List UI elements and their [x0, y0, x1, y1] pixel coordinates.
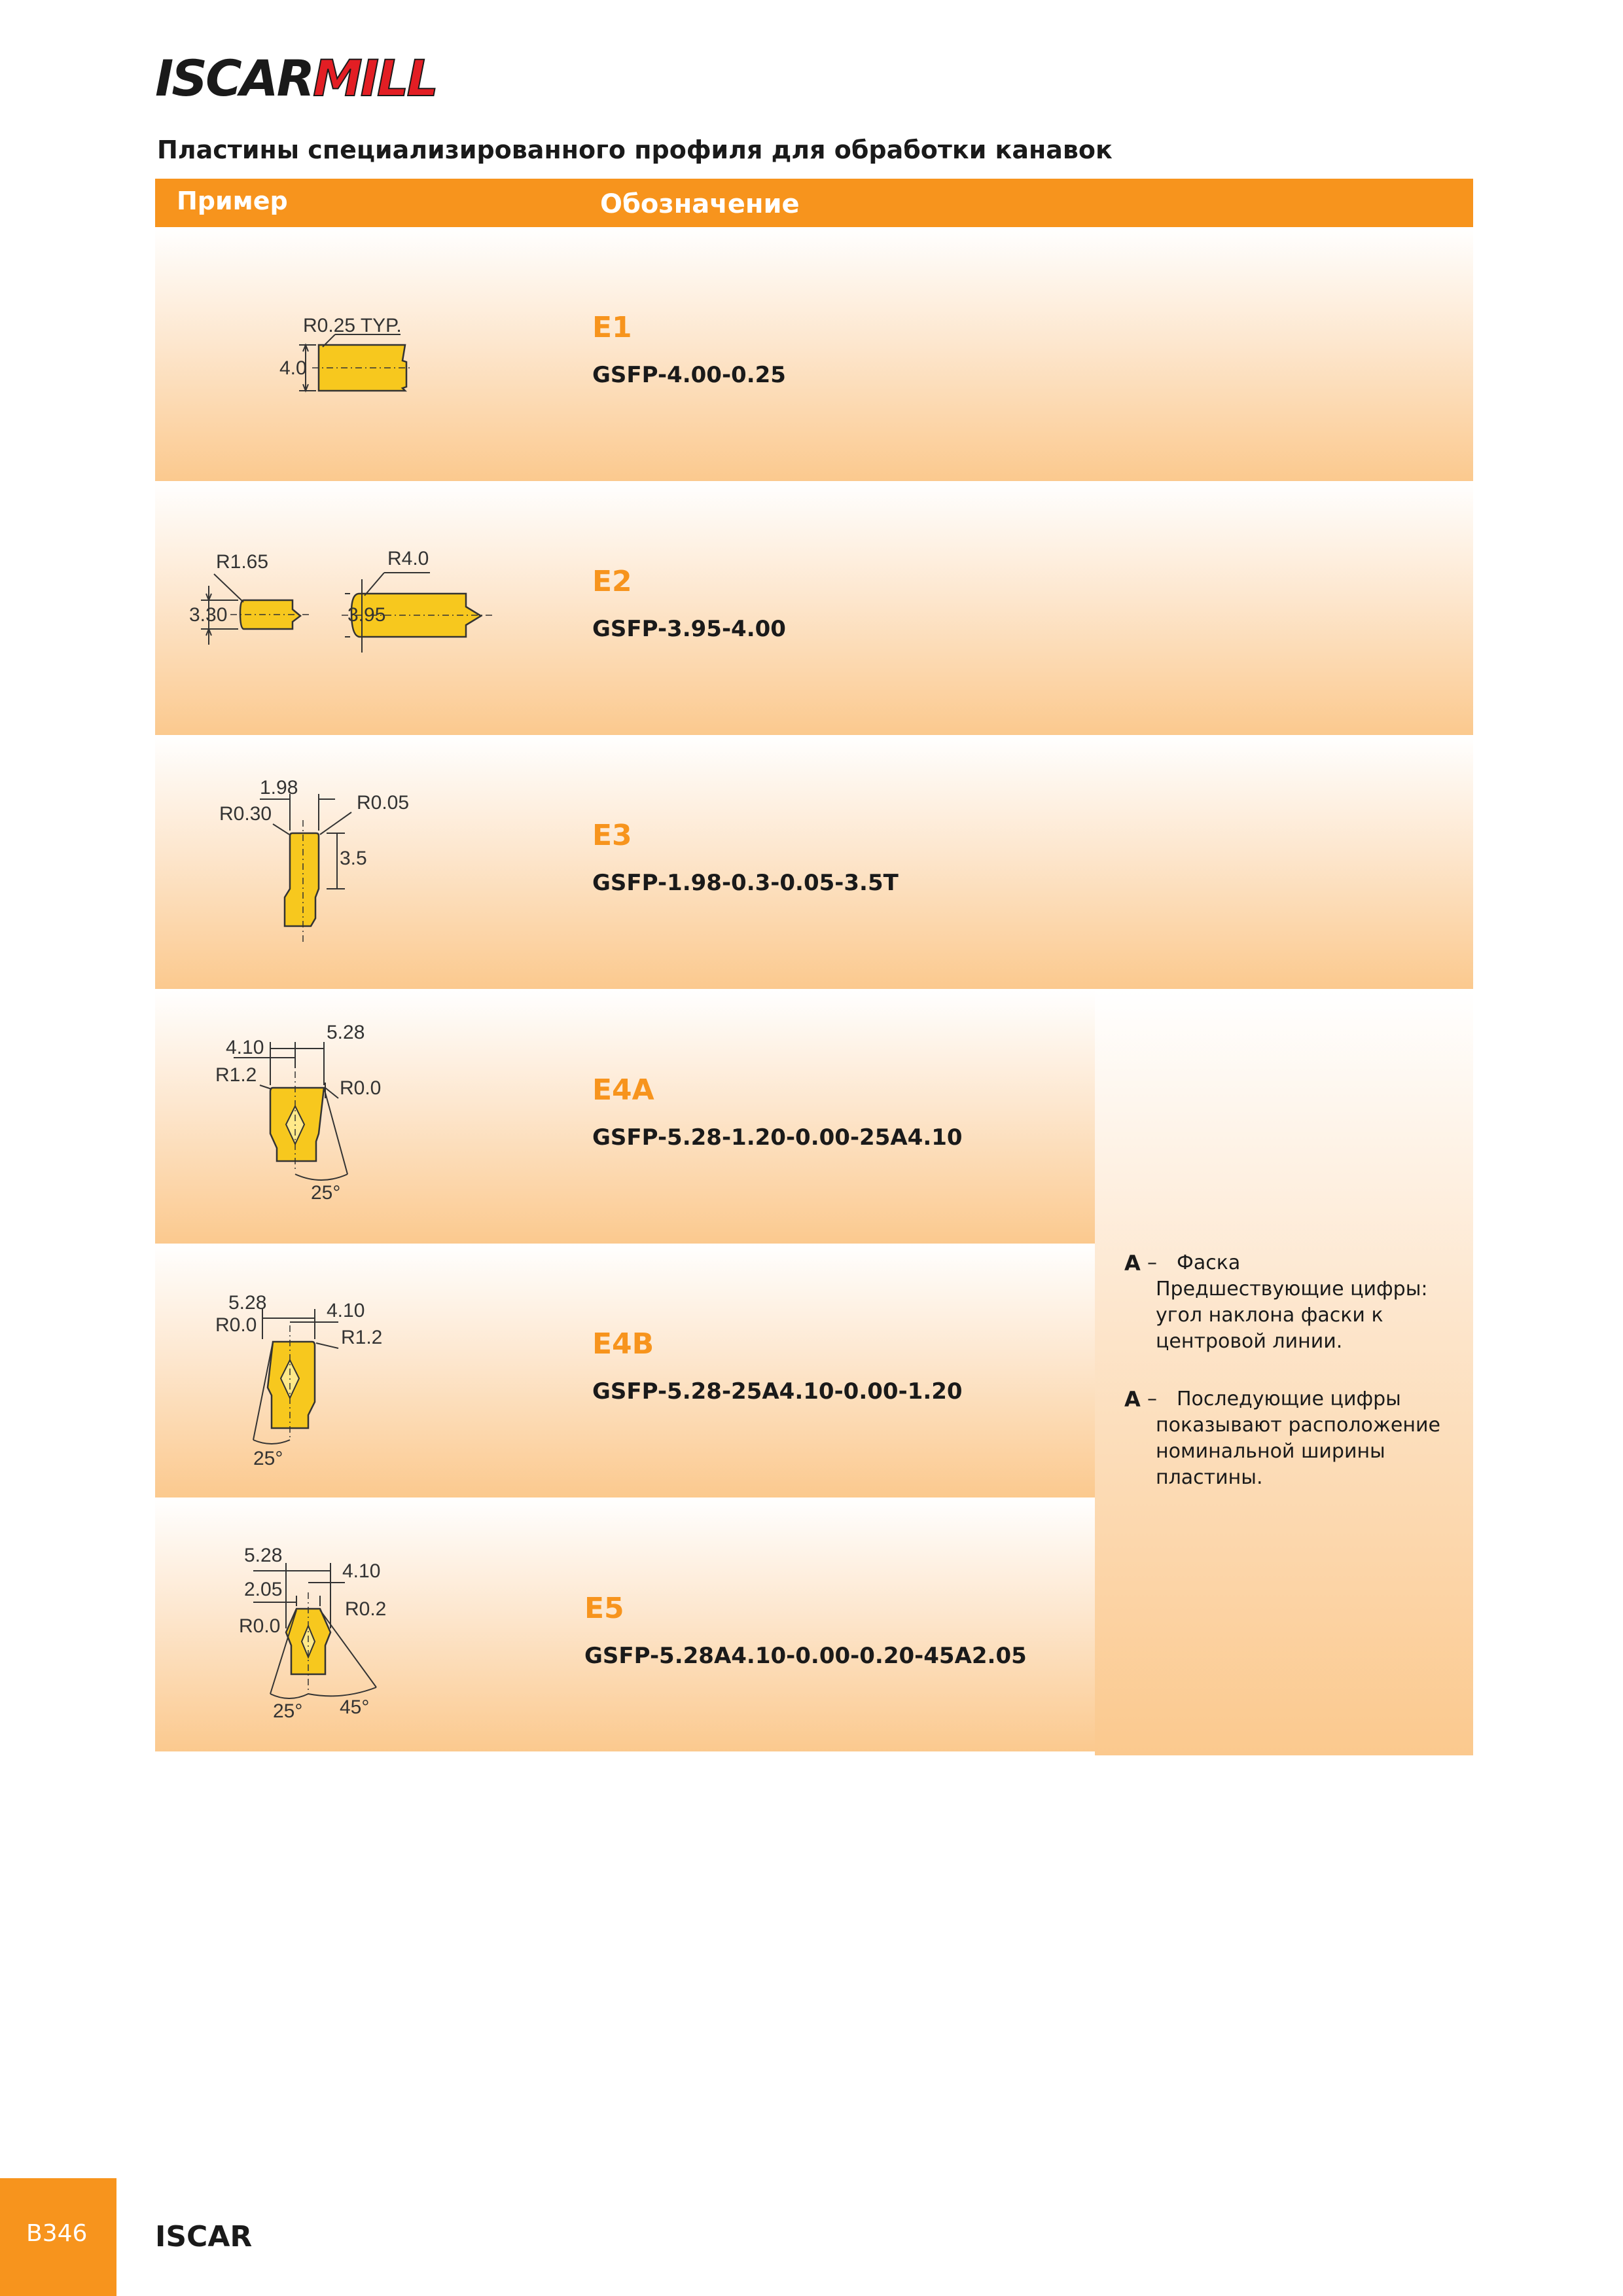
note-text — [1156, 1386, 1457, 1491]
dimension-label: 5.28 — [228, 1292, 267, 1314]
dimension-label: R0.25 TYP. — [303, 315, 402, 336]
dimension-label: 25° — [253, 1448, 283, 1469]
profile-sketch-e4b — [155, 1244, 613, 1498]
dimension-label: R4.0 — [387, 548, 429, 569]
dimension-label: 2.05 — [244, 1579, 283, 1600]
table-header — [155, 179, 1473, 227]
table-row — [155, 227, 1473, 481]
dimension-label: 1.98 — [260, 777, 298, 798]
dimension-label: 45° — [340, 1696, 370, 1718]
dimension-label: 4.10 — [226, 1037, 264, 1058]
dimension-label: 25° — [311, 1182, 341, 1204]
profile-code: E5 — [584, 1592, 624, 1625]
part-number: GSFP-5.28-1.20-0.00-25A4.10 — [592, 1124, 963, 1151]
dimension-label: 4.10 — [327, 1300, 365, 1321]
note-chamfer — [1124, 1250, 1465, 1368]
footer-brand: ISCAR — [155, 2220, 253, 2253]
table-row — [155, 481, 1473, 735]
dimension-label: 5.28 — [244, 1545, 283, 1566]
iscarmill-logo — [155, 49, 437, 107]
logo-iscar: ISCAR — [155, 49, 313, 107]
note-rest: показывают расположение номинальной ширины пластины. — [1156, 1414, 1440, 1489]
dimension-label: R1.65 — [216, 551, 269, 573]
column-header-designation: Обозначение — [600, 189, 800, 219]
profile-code: E1 — [592, 311, 632, 344]
note-text — [1156, 1250, 1457, 1355]
note-key: A — [1124, 1251, 1141, 1276]
profile-code: E2 — [592, 565, 632, 598]
page-number: B346 — [26, 2220, 88, 2247]
dimension-label: 3.95 — [348, 604, 386, 626]
dimension-label: R1.2 — [341, 1327, 383, 1348]
profile-code: E3 — [592, 819, 632, 852]
note-dash: – — [1147, 1388, 1157, 1410]
dimension-label: 4.10 — [342, 1560, 381, 1582]
note-line1: Последующие цифры — [1177, 1388, 1401, 1410]
page-number-tab — [0, 2178, 116, 2296]
profile-sketch-e4a — [155, 990, 613, 1244]
dimension-label: 5.28 — [327, 1022, 365, 1043]
dimension-label: R0.05 — [357, 792, 410, 814]
dimension-label: R0.30 — [219, 803, 272, 825]
profile-sketch-e1 — [155, 227, 613, 481]
dimension-label: 3.30 — [189, 604, 228, 626]
dimension-label: R0.2 — [345, 1598, 387, 1620]
profile-code: E4B — [592, 1327, 654, 1361]
note-following-digits — [1124, 1386, 1465, 1504]
column-header-example: Пример — [177, 187, 288, 215]
part-number: GSFP-5.28A4.10-0.00-0.20-45A2.05 — [584, 1643, 1027, 1669]
profile-sketch-e2 — [155, 481, 613, 735]
part-number: GSFP-4.00-0.25 — [592, 362, 786, 388]
note-dash: – — [1147, 1251, 1157, 1274]
dimension-label: R0.0 — [340, 1077, 382, 1099]
table-row — [155, 990, 1095, 1244]
part-number: GSFP-5.28-25A4.10-0.00-1.20 — [592, 1378, 963, 1405]
logo-mill: MILL — [313, 49, 437, 107]
profile-code: E4A — [592, 1073, 654, 1107]
note-key: A — [1124, 1387, 1141, 1412]
note-line1: Фаска — [1177, 1251, 1241, 1274]
table-row — [155, 1244, 1095, 1498]
dimension-label: 3.5 — [340, 848, 367, 869]
dimension-label: R0.0 — [215, 1314, 257, 1336]
dimension-label: R1.2 — [215, 1064, 257, 1086]
table-row — [155, 735, 1473, 989]
note-panel — [1095, 990, 1473, 1755]
page-title: Пластины специализированного профиля для обработки канавок — [157, 135, 1113, 164]
part-number: GSFP-3.95-4.00 — [592, 616, 786, 642]
table-row — [155, 1498, 1095, 1751]
profile-sketch-e3 — [155, 735, 613, 989]
profile-sketch-e5 — [155, 1498, 613, 1751]
note-rest: Предшествующие цифры: угол наклона фаски к центровой линии. — [1156, 1278, 1428, 1353]
dimension-label: 4.0 — [279, 357, 307, 379]
dimension-label: R0.0 — [239, 1615, 281, 1637]
part-number: GSFP-1.98-0.3-0.05-3.5T — [592, 870, 899, 896]
dimension-label: 25° — [273, 1700, 303, 1722]
